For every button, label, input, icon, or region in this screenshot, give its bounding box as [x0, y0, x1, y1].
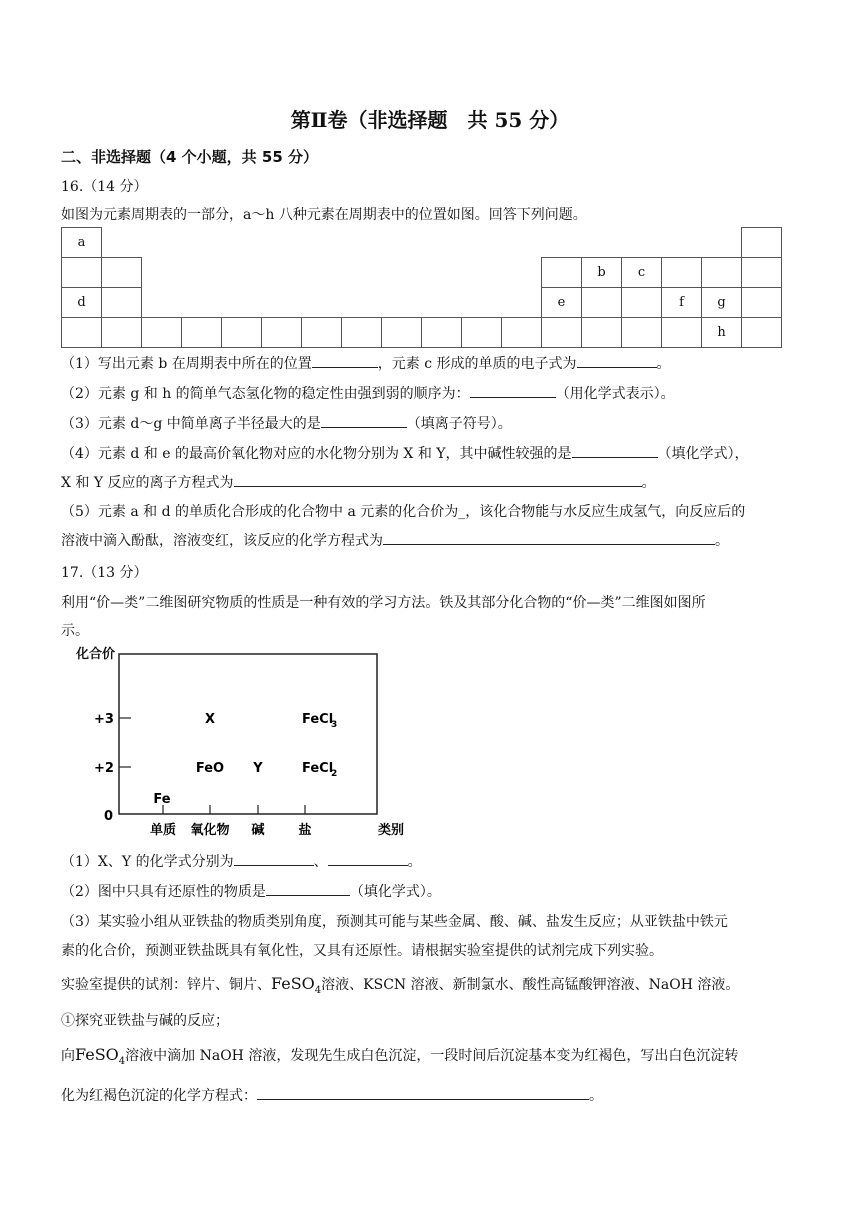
q17-part3: （3）某实验小组从亚铁盐的物质类别角度，预测其可能与某些金属、酸、碱、盐发生反应；从亚铁盐中铁元 — [61, 914, 728, 930]
q16-part5-cont: 溶液中滴入酚酞，溶液变红，该反应的化学方程式为 。 — [61, 530, 729, 550]
q17-number: 17.（13 分） — [61, 565, 148, 581]
answer-blank[interactable] — [577, 353, 657, 368]
point-fecl3-subscript: 3 — [331, 720, 338, 730]
page-title: 第Ⅱ卷（非选择题 共 55 分） — [290, 108, 570, 132]
q17-reagents: 实验室提供的试剂：锌片、铜片、FeSO$_4$溶液、KSCN 溶液、新制氯水、酸性高锰酸钾溶液、NaOH 溶液。 — [61, 974, 740, 996]
q17-intro-line2: 示。 — [61, 623, 89, 639]
chart-ylabel: 化合价 — [76, 647, 116, 662]
cell-d: d — [62, 288, 102, 318]
chart-xlabel: 类别 — [377, 823, 405, 838]
q17-experiment-cont: 化为红褐色沉淀的化学方程式： 。 — [61, 1085, 603, 1105]
point-fe: Fe — [153, 792, 171, 807]
section-heading: 二、非选择题（4 个小题，共 55 分） — [61, 148, 318, 166]
q16-part4: （4）元素 d 和 e 的最高价氧化物对应的水化物分别为 X 和 Y，其中碱性较强的是 （填化学式）， — [61, 443, 749, 463]
q16-part3: （3）元素 d～g 中简单离子半径最大的是 （填离子符号）。 — [61, 413, 512, 433]
q16-part1: （1）写出元素 b 在周期表中所在的位置 ，元素 c 形成的单质的电子式为 。 — [61, 353, 671, 373]
cell-b: b — [582, 258, 622, 288]
q17-intro-line1: 利用“价—类”二维图研究物质的性质是一种有效的学习方法。铁及其部分化合物的“价—类”二维图如图所 — [61, 595, 706, 611]
q17-sub1: ①探究亚铁盐与碱的反应； — [61, 1013, 229, 1029]
q16-part5: （5）元素 a 和 d 的单质化合形成的化合物中 a 元素的化合价为_，该化合物能与水反应生成氢气，向反应后的 — [61, 504, 746, 520]
ytick-label: +2 — [94, 761, 114, 776]
xtick-label: 单质 — [149, 823, 177, 838]
cell-c: c — [622, 258, 662, 288]
answer-blank[interactable] — [257, 1085, 589, 1100]
ytick-label: 0 — [104, 809, 114, 824]
cell-noble-1 — [742, 228, 782, 258]
answer-blank[interactable] — [312, 353, 378, 368]
answer-blank[interactable] — [234, 472, 642, 487]
point-fecl2-subscript: 2 — [331, 769, 338, 779]
point-fecl3: FeCl — [302, 712, 334, 727]
formula-feso4: FeSO — [271, 974, 315, 993]
answer-blank[interactable] — [383, 530, 715, 545]
formula-feso4: FeSO — [75, 1045, 119, 1064]
q17-part1: （1）X、Y 的化学式分别为 、 。 — [61, 851, 422, 871]
q16-part4-cont: X 和 Y 反应的离子方程式为 。 — [61, 472, 656, 492]
cell-f: f — [662, 288, 702, 318]
answer-blank[interactable] — [234, 851, 314, 866]
q17-experiment: 向FeSO$_4$溶液中滴加 NaOH 溶液，发现先生成白色沉淀，一段时间后沉淀基本变为红褐色，写出白色沉淀转 — [61, 1045, 739, 1067]
q17-part2: （2）图中只具有还原性的物质是 （填化学式）。 — [61, 881, 441, 901]
xtick-label: 盐 — [298, 823, 312, 838]
valence-class-chart — [76, 643, 416, 841]
cell-h: h — [702, 318, 742, 348]
ytick-label: +3 — [94, 712, 114, 727]
xtick-label: 氧化物 — [190, 823, 230, 838]
q16-intro: 如图为元素周期表的一部分，a～h 八种元素在周期表中的位置如图。回答下列问题。 — [61, 207, 587, 223]
cell-a: a — [62, 228, 102, 258]
q16-number: 16.（14 分） — [61, 179, 148, 195]
point-x: X — [204, 712, 216, 727]
q17-part3-cont: 素的化合价，预测亚铁盐既具有氧化性，又具有还原性。请根据实验室提供的试剂完成下列实验。 — [61, 943, 663, 959]
answer-blank[interactable] — [572, 443, 658, 458]
answer-blank[interactable] — [266, 881, 350, 896]
cell-g: g — [702, 288, 742, 318]
q16-part2: （2）元素 g 和 h 的简单气态氢化物的稳定性由强到弱的顺序为： （用化学式表示）。 — [61, 383, 675, 403]
point-feo: FeO — [195, 761, 225, 776]
answer-blank[interactable] — [321, 413, 407, 428]
cell-e: e — [542, 288, 582, 318]
chart-frame — [119, 654, 377, 814]
answer-blank[interactable] — [470, 383, 556, 398]
answer-blank[interactable] — [328, 851, 408, 866]
point-y: Y — [253, 761, 263, 776]
xtick-label: 碱 — [251, 823, 265, 838]
point-fecl2: FeCl — [302, 761, 334, 776]
periodic-table-fragment — [61, 227, 782, 348]
